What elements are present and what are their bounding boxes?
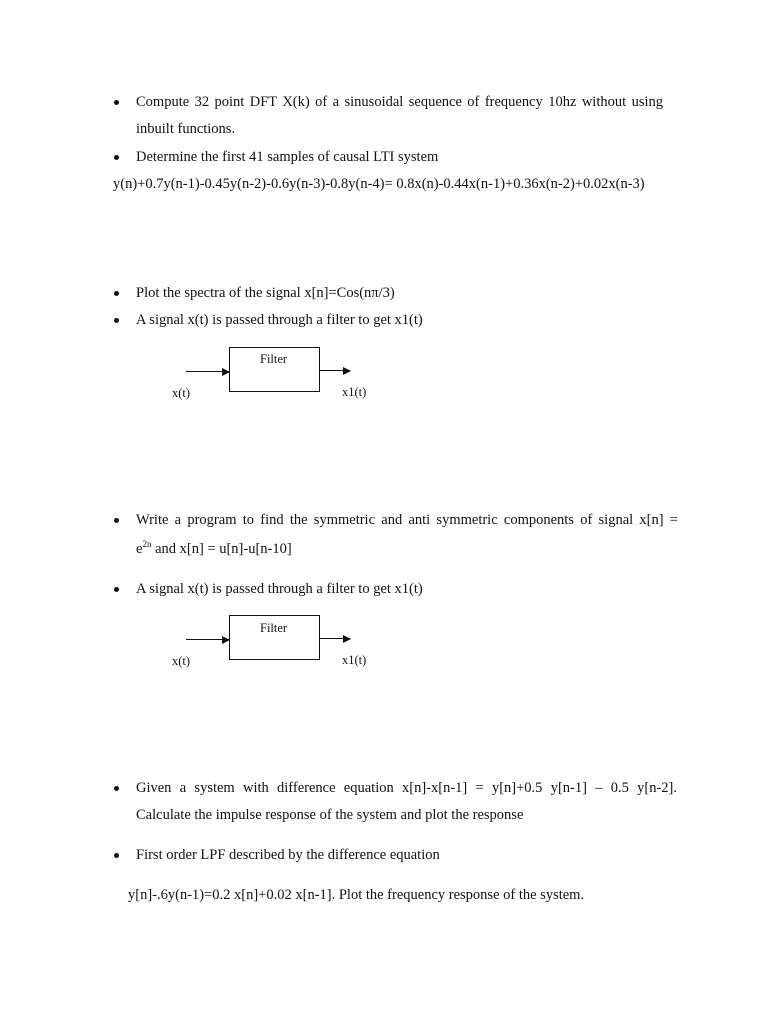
question-2-equation: y(n)+0.7y(n-1)-0.45y(n-2)-0.6y(n-3)-0.8y(n-4)= 0.8x(n)-0.44x(n-1)+0.36x(n-2)+0.02x(n-3) — [113, 176, 645, 192]
bullet — [114, 100, 119, 105]
question-4: A signal x(t) is passed through a filter to get x1(t) — [136, 312, 423, 328]
question-8-equation: y[n]-.6y(n-1)=0.2 x[n]+0.02 x[n-1]. Plot the frequency response of the system. — [128, 887, 585, 903]
filter-box-label: Filter — [260, 621, 288, 635]
question-3: Plot the spectra of the signal x[n]=Cos(nπ/3) — [136, 285, 395, 301]
output-arrow — [319, 370, 350, 371]
question-2: Determine the first 41 samples of causal LTI system — [136, 149, 439, 165]
question-8: First order LPF described by the difference equation — [136, 847, 440, 863]
question-5-line-2 — [136, 539, 292, 558]
bullet — [114, 786, 119, 791]
input-label: x(t) — [172, 386, 191, 400]
question-5-line-1: Write a program to find the symmetric and anti symmetric components of signal x[n] = — [136, 512, 678, 528]
question-7-line-2: Calculate the impulse response of the system and plot the response — [136, 807, 524, 823]
exponent: 2n — [142, 539, 152, 549]
output-label: x1(t) — [342, 385, 367, 399]
exponential-base: e — [136, 540, 143, 557]
bullet — [114, 587, 119, 592]
question-7-line-1: Given a system with difference equation x[n]-x[n-1] = y[n]+0.5 y[n-1] – 0.5 y[n-2]. — [136, 780, 677, 796]
output-label: x1(t) — [342, 653, 367, 667]
bullet — [114, 518, 119, 523]
bullet — [114, 318, 119, 323]
filter-box-label: Filter — [260, 352, 288, 366]
bullet — [114, 291, 119, 296]
bullet — [114, 155, 119, 160]
question-5-line-2-rest: and x[n] = u[n]-u[n-10] — [151, 540, 292, 557]
question-6: A signal x(t) is passed through a filter to get x1(t) — [136, 581, 423, 597]
bullet — [114, 853, 119, 858]
input-arrow — [186, 639, 229, 640]
output-arrow — [319, 638, 350, 639]
input-arrow — [186, 371, 229, 372]
input-label: x(t) — [172, 654, 191, 668]
question-1-line-2: inbuilt functions. — [136, 121, 236, 137]
question-1-line-1: Compute 32 point DFT X(k) of a sinusoidal sequence of frequency 10hz without using — [136, 94, 663, 110]
